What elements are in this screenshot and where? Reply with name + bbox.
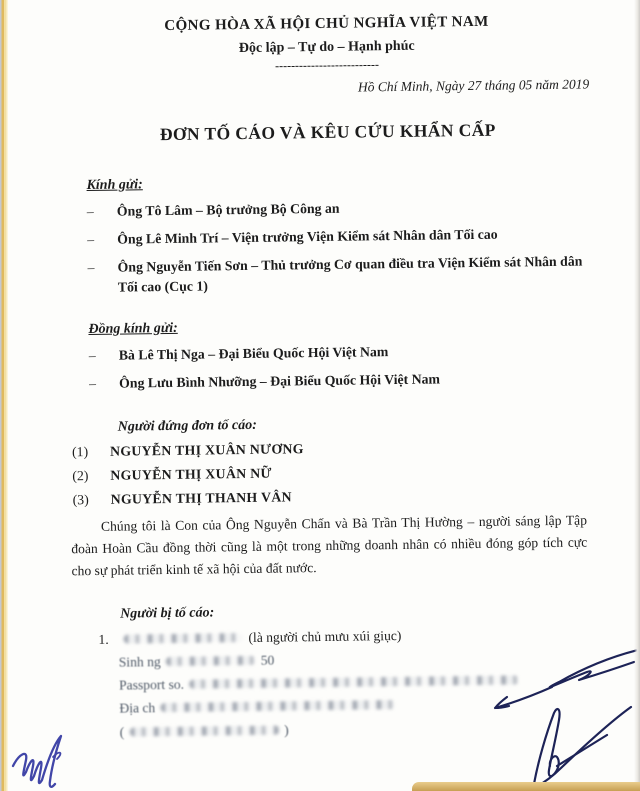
passport-label-fragment: Passport so. (118, 677, 185, 694)
scan-edge-right (634, 0, 640, 791)
redaction-smudge (166, 656, 256, 666)
complainant-name: NGUYỄN THỊ XUÂN NƯƠNG (109, 441, 304, 459)
recipient-item (87, 251, 595, 298)
header-divider-dashes: -------------------------- (274, 57, 380, 73)
complainant-item (72, 437, 598, 460)
recipient-list (87, 195, 596, 298)
complainant-item (72, 461, 598, 484)
cc-recipient-list (89, 339, 598, 394)
dob-visible-tail: 50 (260, 652, 275, 669)
intro-paragraph: Chúng tôi là Con của Ông Nguyễn Chấn và Bà Trần Thị Hường – người sáng lập Tập đoàn Hoàn Cầu đồng thời cũng là một trong những doanh nhân có nhiều đóng góp tích cực cho sự phát triển kinh tế xã hội của đất nước. (71, 512, 588, 578)
address-label-fragment: Địa ch (119, 700, 156, 717)
signature-right-lower-ink (521, 700, 635, 790)
dob-label-fragment: Sinh ng (118, 654, 161, 670)
accused-heading: Người bị tố cáo: (120, 605, 215, 622)
paren-open-fragment: ( (119, 724, 125, 740)
complainant-name: NGUYỄN THỊ XUÂN NỮ (110, 465, 272, 483)
cc-recipient-name: Ông Lưu Bình Nhưỡng – Đại Biểu Quốc Hội Việt Nam (119, 371, 441, 391)
paren-close-fragment: ) (284, 721, 289, 738)
national-header: CỘNG HÒA XÃ HỘI CHỦ NGHĨA VIỆT NAM (164, 13, 489, 35)
cc-recipient-item (89, 339, 597, 366)
national-motto: Độc lập – Tự do – Hạnh phúc (238, 38, 415, 57)
dash-bullet: – (88, 347, 96, 364)
scan-corner-surface (412, 782, 640, 791)
complainant-item (73, 485, 599, 508)
document-title: ĐƠN TỐ CÁO VÀ KÊU CỨU KHẨN CẤP (159, 119, 496, 145)
complainant-name: NGUYỄN THỊ THANH VÂN (110, 489, 292, 507)
redaction-smudge (189, 676, 519, 689)
cc-recipient-name: Bà Lê Thị Nga – Đại Biểu Quốc Hội Việt Nam (118, 344, 389, 363)
redaction-smudge (160, 700, 395, 712)
dash-bullet: – (86, 203, 94, 220)
recipient-item (87, 223, 595, 250)
complainant-number: (3) (72, 492, 89, 508)
cc-recipient-item (89, 367, 597, 394)
signature-left-ink (10, 730, 90, 791)
accused-note: (là người chủ mưu xúi giục) (248, 628, 402, 646)
redaction-smudge (123, 633, 243, 644)
complainants-heading: Người đứng đơn tố cáo: (117, 417, 257, 435)
recipient-name: Ông Nguyễn Tiến Sơn – Thủ trưởng Cơ quan điều tra Viện Kiểm sát Nhân dân Tối cao (Cục 1) (117, 253, 583, 295)
accused-number: 1. (98, 632, 109, 648)
salutation-heading: Kính gửi: (86, 177, 143, 194)
scan-edge-left (0, 0, 8, 791)
complainant-number: (2) (72, 468, 89, 484)
dash-bullet: – (87, 259, 95, 276)
complainant-number: (1) (71, 444, 89, 460)
dash-bullet: – (89, 375, 97, 392)
dash-bullet: – (87, 231, 95, 248)
cc-heading: Đồng kính gửi: (88, 320, 178, 338)
recipient-item (87, 195, 595, 222)
redaction-smudge (129, 725, 279, 736)
complainant-list (66, 437, 599, 508)
recipient-name: Ông Tô Lâm – Bộ trưởng Bộ Công an (116, 200, 340, 219)
recipient-name: Ông Lê Minh Trí – Viện trưởng Viện Kiểm sát Nhân dân Tối cao (117, 226, 498, 247)
dateline: Hồ Chí Minh, Ngày 27 tháng 05 năm 2019 (357, 76, 590, 95)
